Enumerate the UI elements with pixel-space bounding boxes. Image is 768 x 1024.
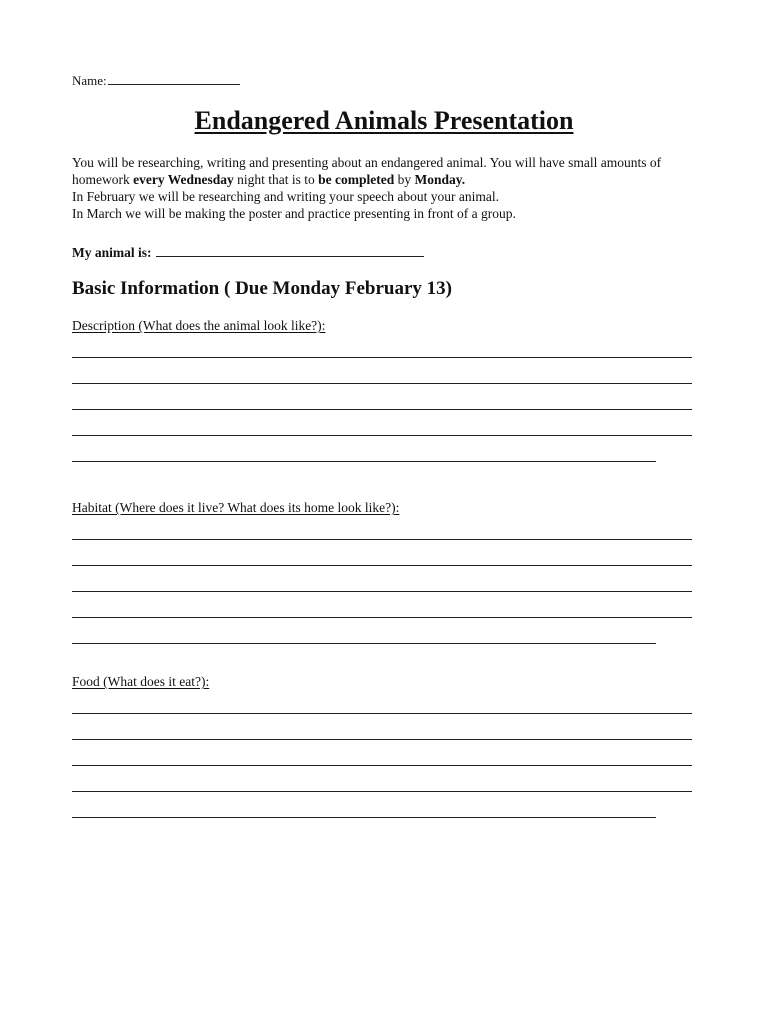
- food-prompt: Food (What does it eat?):: [72, 674, 210, 689]
- habitat-answer-line[interactable]: [72, 539, 692, 540]
- food-answer-line[interactable]: [72, 739, 692, 740]
- my-animal-field: [72, 242, 424, 261]
- my-animal-blank-line[interactable]: [156, 242, 424, 257]
- description-answer-line[interactable]: [72, 435, 692, 436]
- intro-paragraph: [72, 154, 712, 222]
- habitat-answer-line[interactable]: [72, 565, 692, 566]
- food-answer-line[interactable]: [72, 817, 656, 818]
- intro-line-1: You will be researching, writing and presenting about an endangered animal. You will have small amounts of homework every Wednesday night that is to be completed by Monday.: [72, 155, 662, 187]
- name-label: Name:: [72, 73, 107, 88]
- habitat-answer-line[interactable]: [72, 591, 692, 592]
- habitat-prompt: Habitat (Where does it live? What does its home look like?):: [72, 500, 400, 515]
- my-animal-label: My animal is:: [72, 245, 152, 260]
- name-field: [72, 71, 240, 89]
- name-blank-line[interactable]: [108, 71, 240, 85]
- description-answer-line[interactable]: [72, 409, 692, 410]
- food-answer-line[interactable]: [72, 791, 692, 792]
- worksheet-title: Endangered Animals Presentation: [194, 106, 574, 135]
- intro-line-2: In February we will be researching and writing your speech about your animal.: [72, 189, 499, 204]
- basic-information-heading: Basic Information ( Due Monday February 13): [72, 278, 452, 299]
- bold-be-completed: be completed: [318, 172, 395, 187]
- description-answer-line[interactable]: [72, 383, 692, 384]
- description-prompt: Description (What does the animal look like?):: [72, 318, 326, 333]
- bold-monday: Monday.: [414, 172, 466, 187]
- intro-line-3: In March we will be making the poster and practice presenting in front of a group.: [72, 206, 516, 221]
- food-answer-line[interactable]: [72, 713, 692, 714]
- habitat-answer-line[interactable]: [72, 643, 656, 644]
- description-answer-line[interactable]: [72, 357, 692, 358]
- food-answer-line[interactable]: [72, 765, 692, 766]
- habitat-answer-line[interactable]: [72, 617, 692, 618]
- description-answer-line[interactable]: [72, 461, 656, 462]
- bold-every-wednesday: every Wednesday: [133, 172, 234, 187]
